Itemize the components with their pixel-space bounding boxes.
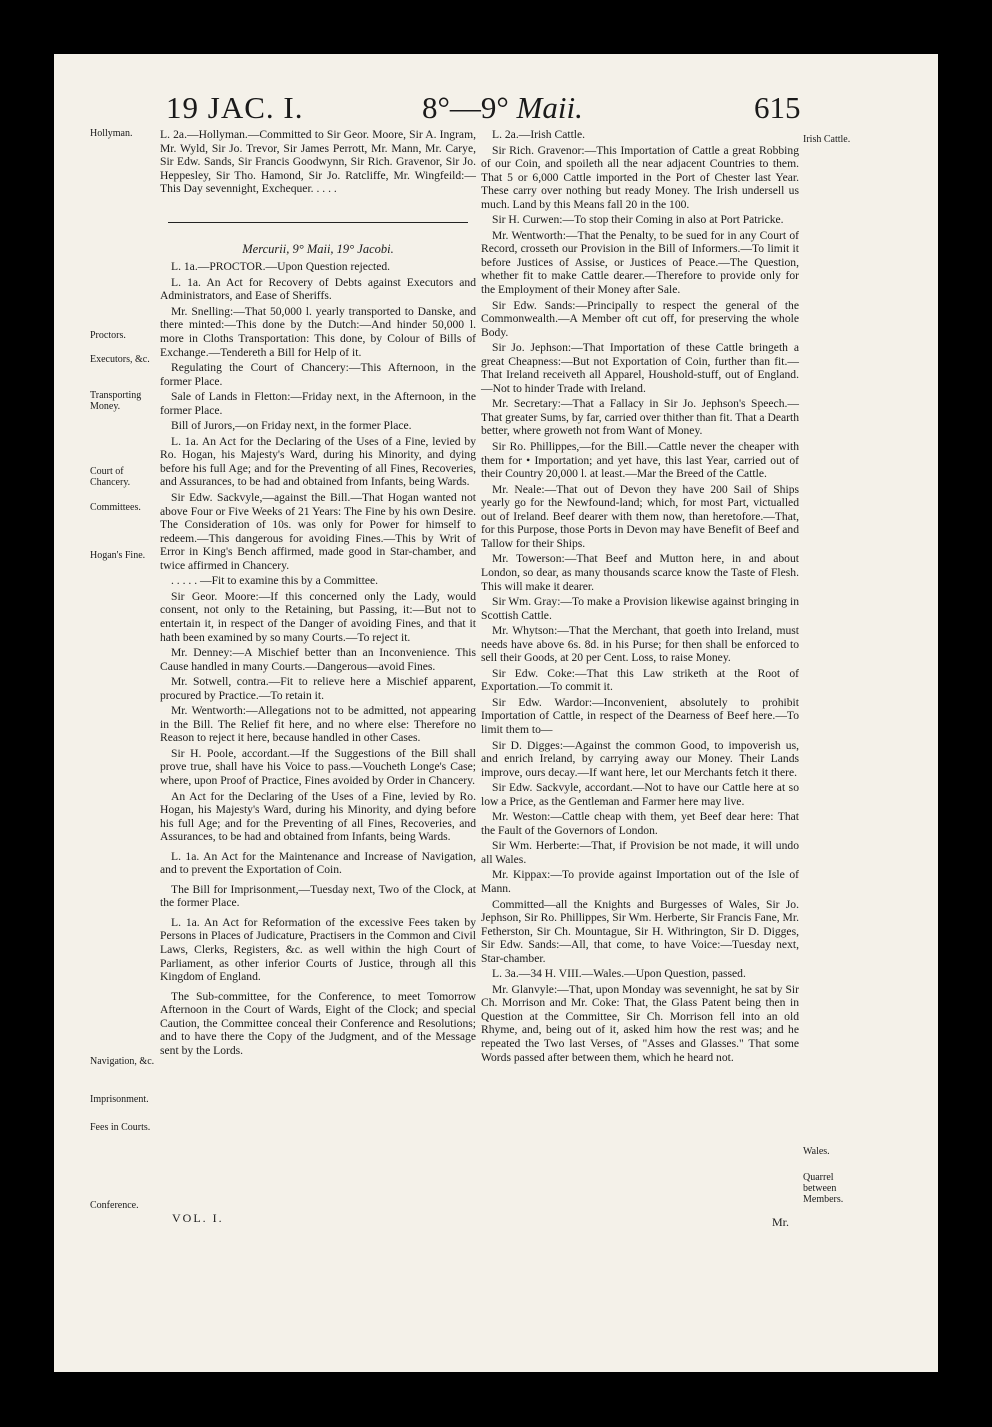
paragraph: Sir Wm. Gray:—To make a Provision likewise against bringing in Scottish Cattle. (481, 595, 799, 622)
paragraph: Sir Edw. Coke:—That this Law striketh at the Root of Exportation.—To commit it. (481, 666, 799, 694)
margin-note: Conference. (90, 1200, 139, 1211)
paragraph: Sir Geor. Moore:—If this concerned only the Lady, would consent, not only to the Retaining, but Passing, it:—But not to entertain it, in respect of the Danger of avoiding Fines, and that it hath been examined by so many Courts.—To reject it. (160, 589, 476, 644)
paragraph: Mr. Wentworth:—That the Penalty, to be sued for in any Court of Record, crosseth our Provision in the Bill of Informers.—To limit it before Justices of Assise, or Justices of Peace.—The Question, whether fit to make Cattle dearer.—Therefore to provide only for the Employment of their Money after Sale. (481, 228, 799, 297)
volume-signature: VOL. I. (172, 1211, 224, 1225)
margin-note: Court of Chancery. (90, 466, 131, 488)
date-heading: Mercurii, 9° Maii, 19° Jacobi. (242, 241, 394, 256)
margin-note: Fees in Courts. (90, 1122, 151, 1133)
left-column (160, 128, 476, 1059)
paragraph: Mr. Kippax:—To provide against Importation out of the Isle of Mann. (481, 868, 799, 895)
paragraph: Sir Jo. Jephson:—That Importation of these Cattle bringeth a great Cheapness:—But not Exportation of Coin, further than fit.—That Ireland receiveth all Apparel, Houshold-stuff, out of England.—Not to hinder Trade with Ireland. (481, 341, 799, 395)
running-head-date: 8°—9° (422, 90, 509, 125)
running-head-center (422, 90, 583, 126)
paragraph: Sale of Lands in Fletton:—Friday next, in the Afternoon, in the former Place. (160, 390, 476, 417)
paragraph: L. 1a. An Act for Reformation of the excessive Fees taken by Persons in Places of Judicature, Practisers in the Common and Civil Laws, Clerks, Registers, &c. as well within the high Court of Parliament, as other inferior Courts of Justice, through all this Kingdom of England. (160, 915, 476, 984)
paragraph: L. 2a.—Hollyman.—Committed to Sir Geor. Moore, Sir A. Ingram, Mr. Wyld, Sir Jo. Trevor, Sir James Perrott, Mr. Mann, Mr. Carye, Sir Edw. Sands, Sir Francis Goodwynn, Sir Rich. Gravenor, Sir Jo. Heppesley, Sir Tho. Hamond, Sir Jo. Ratcliffe, Mr. Wingfeild:—This Day sevennight, Exchequer. . . . . (160, 128, 476, 196)
margin-note: Transporting Money. (90, 390, 142, 412)
paragraph: . . . . . —Fit to examine this by a Committee. (171, 574, 379, 588)
paragraph: The Sub-committee, for the Conference, to meet Tomorrow Afternoon in the Court of Wards, Eight of the Clock; and special Caution, the Committee conceal their Conference and Resolutions; and to have there the Copy of the Judgment, and of the Message sent by the Lords. (160, 989, 476, 1057)
catchword: Mr. (772, 1215, 790, 1229)
paragraph: Mr. Sotwell, contra.—Fit to relieve here a Mischief apparent, procured by Practice.—To retain it. (160, 675, 476, 702)
paragraph: Mr. Weston:—Cattle cheap with them, yet Beef dear here: That the Fault of the Governors of London. (481, 810, 799, 837)
paragraph: Committed—all the Knights and Burgesses of Wales, Sir Jo. Jephson, Sir Ro. Phillippes, Sir Wm. Herberte, Sir Francis Fane, Mr. Fetherston, Sir Ch. Mountague, Sir H. Withrington, Sir D. Digges, Sir Edw. Sands:—All, that come, to have Voice:—Tuesday next, Star-chamber. (481, 897, 799, 965)
paragraph: L. 1a.—PROCTOR.—Upon Question rejected. (171, 260, 391, 274)
paragraph: Mr. Whytson:—That the Merchant, that goeth into Ireland, must needs have above 6s. 8d. in his Purse; for then shall be enforced to sell their Goods, at 20 per Cent. Loss, to raise Money. (481, 624, 799, 665)
paragraph: Sir H. Poole, accordant.—If the Suggestions of the Bill shall prove true, shall have his Voice to pass.—Voucheth Longe's Case; where, upon Proof of Practice, Fines avoided by Order in Chancery. (160, 746, 476, 787)
margin-note: Committees. (90, 502, 141, 513)
paragraph: Sir Ro. Phillippes,—for the Bill.—Cattle never the cheaper with them for • Importation; and yet have, this last Year, carried out of their Country 20,000 l. at least.—Mar the Breed of the Cattle. (481, 440, 799, 481)
paragraph: Mr. Wentworth:—Allegations not to be admitted, not appearing in the Bill. The Relief fit here, and no where else: Therefore no Reason to reject it here, because handled in other Cases. (160, 704, 476, 745)
margin-note: Hollyman. (90, 128, 133, 139)
paragraph: Sir Edw. Sands:—Principally to respect the general of the Commonwealth.—A Member oft cut off, for preserving the whole Body. (481, 298, 799, 339)
running-head-month: Maii. (516, 90, 583, 125)
right-column (481, 128, 799, 1066)
paragraph: Mr. Towerson:—That Beef and Mutton here, in and about London, so dear, as many thousands scarce know the Taste of Flesh. This will make it dearer. (481, 552, 799, 593)
paragraph: Mr. Neale:—That out of Devon they have 200 Sail of Ships yearly go for the Newfound-land; which, for most Part, victualled out of Ireland. Beef dearer with them now, than heretofore.—That, for this Purpose, those Ports in Devon may have Benefit of Beef and Tallow for their Ships. (481, 482, 799, 550)
paragraph: Mr. Glanvyle:—That, upon Monday was sevennight, he sat by Sir Ch. Morrison and Mr. Coke: That, the Glass Patent being then in Question at the Committee, Sir Ch. Morrison fell into an old Rhyme, and, being out of it, asked him how the rest was; and he repeated the Two last Verses, of "Asses and Glasses." That some Words passed after between them, which he heard not. (481, 982, 799, 1064)
paragraph: Sir D. Digges:—Against the common Good, to impoverish us, and enrich Ireland, by carrying away our Money. Their Lands improve, ours decay.—If want here, let our Merchants fetch it there. (481, 738, 799, 779)
paragraph: Sir H. Curwen:—To stop their Coming in also at Port Patricke. (492, 213, 784, 227)
paragraph: L. 2a.—Irish Cattle. (492, 128, 586, 141)
page-number: 615 (754, 90, 801, 125)
paragraph: Bill of Jurors,—on Friday next, in the former Place. (171, 419, 412, 433)
paragraph: An Act for the Declaring of the Uses of a Fine, levied by Ro. Hogan, his Majesty's Ward, during his Minority, and dying before his full Age; and for the Preventing of all Fines, Recoveries, and Assurances, to be had and obtained from Infants, being Wards. (160, 789, 476, 844)
paragraph: Mr. Snelling:—That 50,000 l. yearly transported to Danske, and there minted:—This done by the Dutch:—And hinder 50,000 l. more in Cloths Transportation: This done, by Colour of Bills of Exchange.—Tendereth a Bill for Help of it. (160, 304, 476, 359)
section-rule (168, 222, 468, 223)
document-page (54, 54, 938, 1372)
margin-note: Irish Cattle. (803, 134, 851, 145)
paragraph: L. 1a. An Act for Recovery of Debts against Executors and Administrators, and Ease of Sheriffs. (160, 275, 476, 303)
paragraph: Sir Rich. Gravenor:—This Importation of Cattle a great Robbing of our Coin, and spoileth all the near adjacent Countries to them. That 5 or 6,000 Cattle imported in the Port of Chester last Year. These carry over nothing but ready Money. The Irish undersell us much. Land by this Means fall 20 in the 100. (481, 143, 799, 211)
paragraph: Sir Edw. Sackvyle,—against the Bill.—That Hogan wanted not above Four or Five Weeks of 21 Years: The Fine by his own Desire. The Consideration of 10s. was only for Power for himself to redeem.—This dangerous for avoiding Fines.—This by Writ of Error in King's Bench affirmed, made good in Star-chamber, and twice affirmed in Chancery. (160, 491, 476, 572)
paragraph: Mr. Secretary:—That a Fallacy in Sir Jo. Jephson's Speech.—That greater Sums, by far, carried over thither than fit. That a Dearth better, where groweth not from Want of Money. (481, 397, 799, 438)
paragraph: Sir Edw. Sackvyle, accordant.—Not to have our Cattle here at so low a Price, as the Gentleman and Farmer here may live. (481, 781, 799, 808)
running-head-left: 19 JAC. I. (166, 90, 304, 125)
margin-note: Quarrel between Members. (803, 1172, 844, 1205)
paragraph: Mr. Denney:—A Mischief better than an Inconvenience. This Cause handled in many Courts.—Dangerous—avoid Fines. (160, 646, 476, 673)
paragraph: Sir Edw. Wardor:—Inconvenient, absolutely to prohibit Importation of Cattle, in respect of the Dearness of Beef here.—To limit them to— (481, 695, 799, 736)
page-header (54, 84, 938, 130)
margin-note: Executors, &c. (90, 354, 150, 365)
margin-note: Proctors. (90, 330, 126, 341)
paragraph: L. 3a.—34 H. VIII.—Wales.—Upon Question, passed. (492, 967, 746, 981)
margin-note: Navigation, &c. (90, 1056, 155, 1067)
margin-note: Imprisonment. (90, 1094, 149, 1105)
paragraph: L. 1a. An Act for the Maintenance and Increase of Navigation, and to prevent the Exportation of Coin. (160, 849, 476, 877)
paragraph: L. 1a. An Act for the Declaring of the Uses of a Fine, levied by Ro. Hogan, his Majesty's Ward, during his Minority, and dying before his full Age; and for the Preventing of all Fines, Recoveries, and Assurances, to be had and obtained from Infants, being Wards. (160, 434, 476, 489)
paragraph: Sir Wm. Herberte:—That, if Provision be not made, it will undo all Wales. (481, 839, 799, 866)
margin-note: Wales. (803, 1146, 830, 1157)
paragraph: Regulating the Court of Chancery:—This Afternoon, in the former Place. (160, 361, 476, 388)
paragraph: The Bill for Imprisonment,—Tuesday next, Two of the Clock, at the former Place. (160, 882, 476, 910)
margin-note: Hogan's Fine. (90, 550, 146, 561)
